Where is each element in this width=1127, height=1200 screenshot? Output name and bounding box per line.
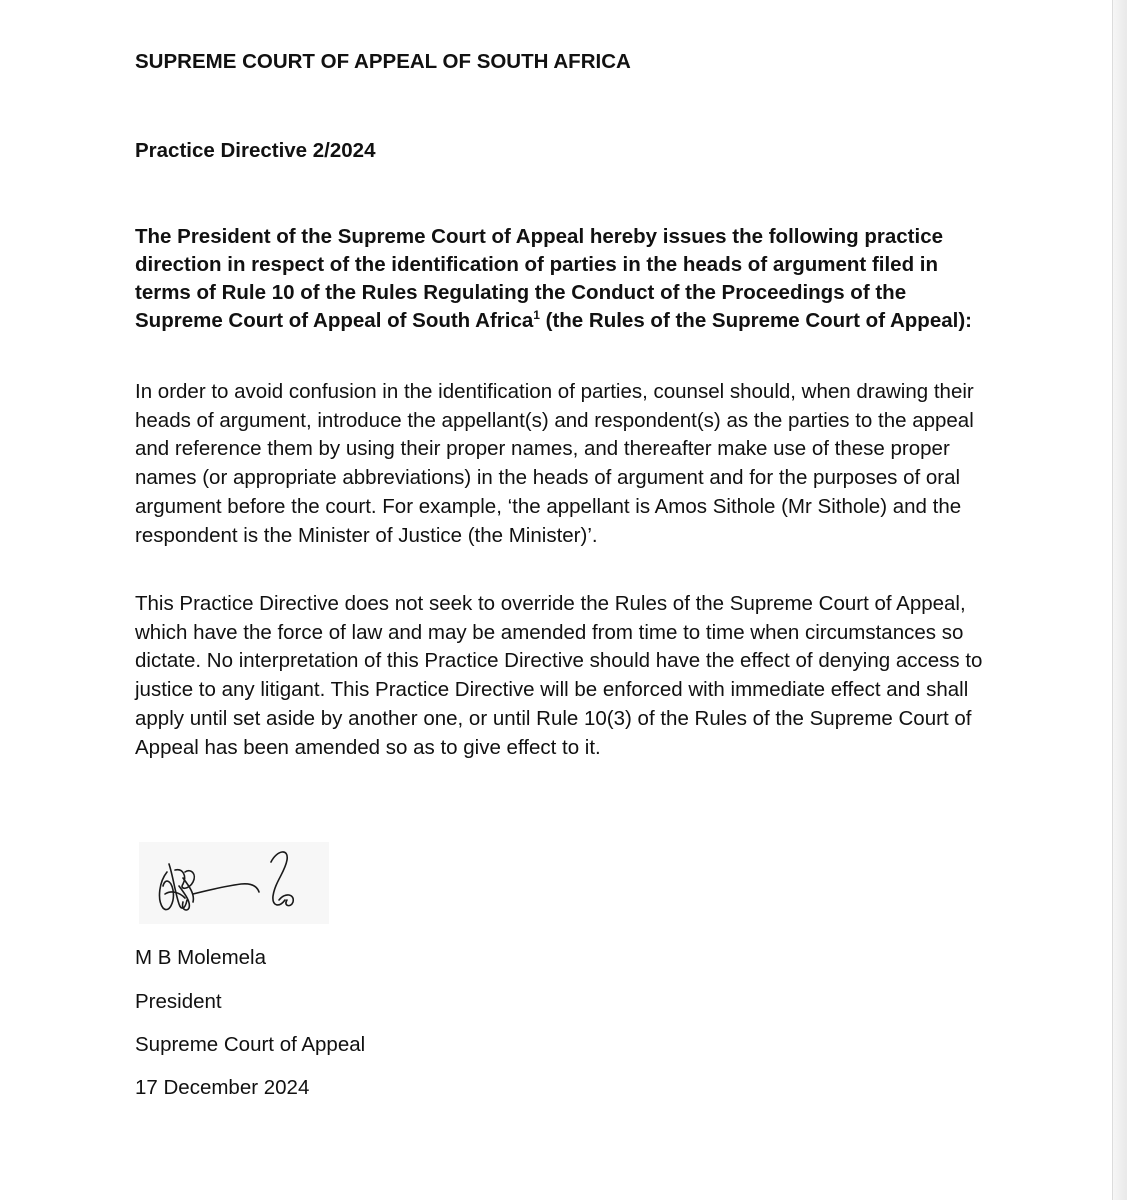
- body-paragraph-scope: This Practice Directive does not seek to override the Rules of the Supreme Court of Appeal, which have the force of law and may be amended from time to time when circumstances so dictate. No interpretation of this Practice Directive should have the effect of denying access to justice to any litigant. This Practice Directive will be enforced with immediate effect and shall apply until set aside by another one, or until Rule 10(3) of the Rules of the Supreme Court of Appeal has been amended so as to give effect to it.: [135, 592, 983, 759]
- signature-scribble: [139, 842, 329, 924]
- body-paragraph-identification: In order to avoid confusion in the identification of parties, counsel should, when drawing their heads of argument, introduce the appellant(s) and respondent(s) as the parties to the appeal and reference them by using their proper names, and thereafter make use of these proper names (or appropriate abbreviations) in the heads of argument and for the purposes of oral argument before the court. For example, ‘the appellant is Amos Sithole (Mr Sithole) and the respondent is the Minister of Justice (the Minister)’.: [135, 380, 974, 547]
- intro-text-continued: (the Rules of the Supreme Court of Appeal):: [539, 309, 972, 332]
- page-edge: [1112, 0, 1127, 1200]
- footnote-marker: 1: [533, 308, 540, 322]
- intro-text: The President of the Supreme Court of Appeal hereby issues the following practice direction in respect of the identification of parties in the heads of argument filed in terms of Rule 10 of the Rules Regulating the Conduct of the Proceedings of the Supreme Court of Appeal of South Africa: [135, 225, 943, 332]
- intro-paragraph: [135, 223, 995, 335]
- signatory-title: President: [135, 990, 222, 1013]
- signatory-institution: Supreme Court of Appeal: [135, 1033, 366, 1056]
- directive-title: Practice Directive 2/2024: [135, 139, 376, 162]
- handwritten-signature: [139, 842, 329, 924]
- signatory-name: M B Molemela: [135, 946, 267, 969]
- directive-date: 17 December 2024: [135, 1076, 310, 1099]
- court-name-heading: SUPREME COURT OF APPEAL OF SOUTH AFRICA: [135, 50, 631, 73]
